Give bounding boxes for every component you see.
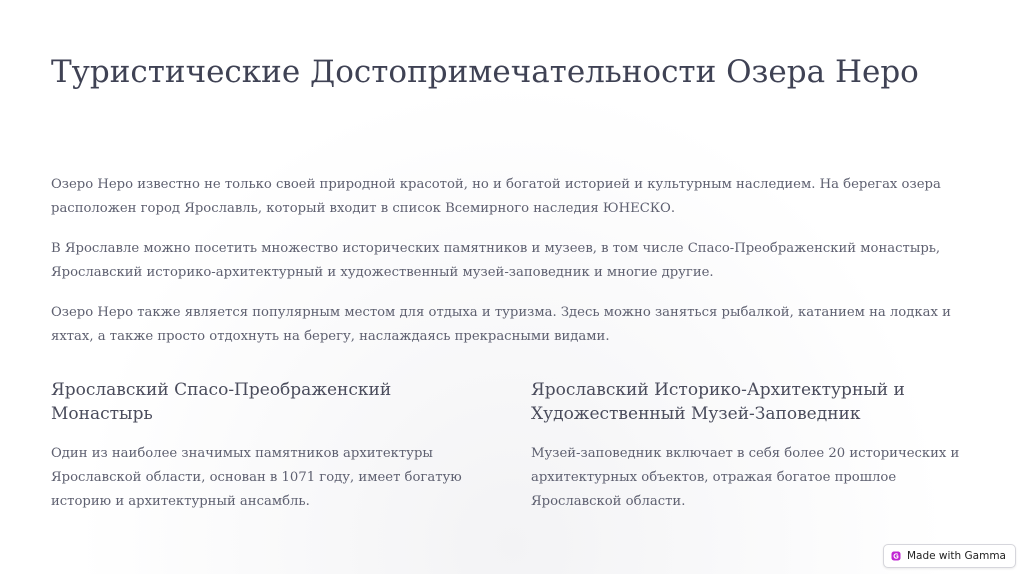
- slide-title: Туристические Достопримечательности Озера Неро: [51, 54, 919, 90]
- column-monastery: [51, 378, 491, 514]
- paragraph: В Ярославле можно посетить множество исторических памятников и музеев, в том числе Спасо-Преображенский монастырь, Ярославский историко-архитектурный и художественный музей-заповедник и многие другие.: [51, 241, 941, 280]
- made-with-gamma-badge[interactable]: [883, 544, 1016, 568]
- column-text: Музей-заповедник включает в себя более 20 исторических и архитектурных объектов, отражая богатое прошлое Ярославской области.: [531, 446, 960, 509]
- intro-paragraphs: [51, 173, 981, 365]
- paragraph: Озеро Неро также является популярным местом для отдыха и туризма. Здесь можно заняться рыбалкой, катанием на лодках и яхтах, а также просто отдохнуть на берегу, наслаждаясь прекрасными видами.: [51, 305, 951, 344]
- badge-label: Made with Gamma: [906, 550, 1006, 562]
- column-text: Один из наиболее значимых памятников архитектуры Ярославской области, основан в 1071 году, имеет богатую историю и архитектурный ансамбль.: [51, 446, 462, 509]
- paragraph: Озеро Неро известно не только своей природной красотой, но и богатой историей и культурным наследием. На берегах озера расположен город Ярославль, который входит в список Всемирного наследия ЮНЕСКО.: [51, 177, 941, 216]
- column-heading: Ярославский Историко-Архитектурный и Художественный Музей-Заповедник: [531, 380, 905, 424]
- column-heading: Ярославский Спасо-Преображенский Монастырь: [51, 380, 392, 424]
- gamma-logo-icon: [891, 551, 901, 561]
- column-museum: [531, 378, 971, 514]
